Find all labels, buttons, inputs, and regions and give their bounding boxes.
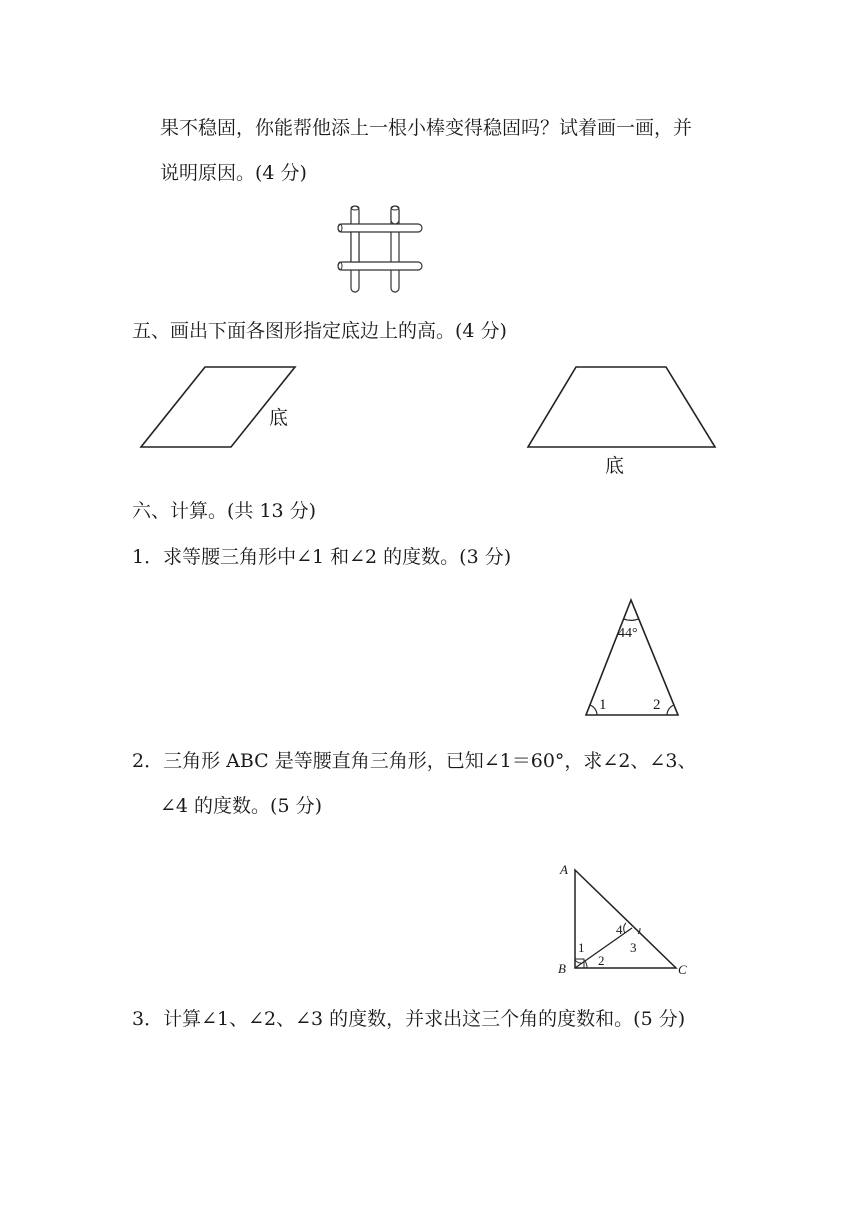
angle2-label: 2 (653, 697, 661, 713)
section6-heading: 六、计算。(共 13 分) (132, 500, 317, 522)
isosceles-triangle-figure (580, 595, 690, 725)
parallelogram-base-label: 底 (269, 407, 289, 429)
apex-angle-label: 44° (618, 626, 638, 641)
parallelogram-figure (138, 362, 318, 452)
q2-angle1-label: 1 (578, 940, 585, 955)
section5-heading: 五、画出下面各图形指定底边上的高。(4 分) (132, 320, 507, 342)
section4-line2: 说明原因。(4 分) (160, 162, 307, 184)
q3-text: 3．计算∠1、∠2、∠3 的度数，并求出这三个角的度数和。(5 分) (132, 1008, 686, 1030)
q2-line2: ∠4 的度数。(5 分) (160, 795, 323, 817)
vertex-b-label: B (558, 961, 566, 976)
vertex-a-label: A (560, 862, 568, 877)
trapezoid-figure (525, 362, 725, 477)
q2-angle4-label: 4 (616, 922, 623, 937)
q1-text: 1．求等腰三角形中∠1 和∠2 的度数。(3 分) (132, 546, 512, 568)
stick-grid-figure (330, 200, 450, 300)
right-triangle-figure (556, 858, 696, 983)
angle1-label: 1 (599, 697, 607, 713)
trapezoid-base-label: 底 (605, 455, 625, 477)
q2-line1: 2．三角形 ABC 是等腰直角三角形，已知∠1＝60°，求∠2、∠3、 (132, 750, 697, 772)
vertex-c-label: C (678, 962, 687, 977)
section4-line1: 果不稳固，你能帮他添上一根小棒变得稳固吗？试着画一画，并 (160, 117, 693, 139)
q2-angle3-label: 3 (630, 940, 637, 955)
q2-angle2-label: 2 (598, 953, 605, 968)
